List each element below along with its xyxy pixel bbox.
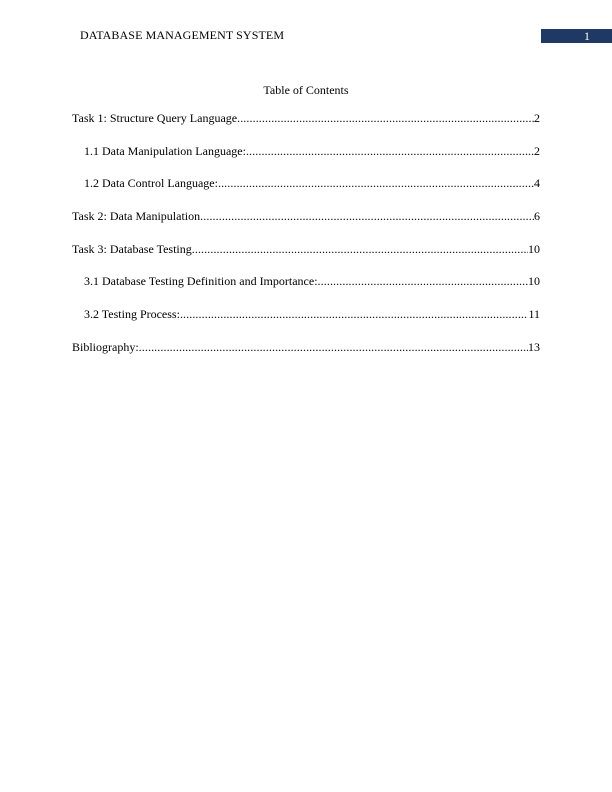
toc-entry-1-1[interactable]	[72, 143, 540, 176]
toc-entry-task-2[interactable]	[72, 208, 540, 241]
toc-entry-page: 13	[528, 339, 540, 354]
toc-entry-label: 3.2 Testing Process:	[84, 307, 180, 322]
toc-entry-label: 1.2 Data Control Language:	[84, 176, 218, 191]
toc-entry-3-2[interactable]	[72, 306, 540, 339]
toc-entry-label: Task 1: Structure Query Language	[72, 111, 238, 125]
toc-entry-label: 3.1 Database Testing Definition and Importance:	[84, 274, 318, 289]
toc-dot-leader	[192, 241, 528, 257]
toc-entry-task-1[interactable]	[72, 110, 540, 143]
page-number-box	[541, 29, 612, 43]
toc-entry-label: Task 2: Data Manipulation	[72, 209, 201, 224]
toc-entry-label: Task 3: Database Testing	[72, 241, 192, 256]
toc-dot-leader	[218, 175, 534, 191]
table-of-contents	[72, 110, 540, 372]
toc-dot-leader	[237, 110, 534, 126]
toc-entry-3-1[interactable]	[72, 273, 540, 306]
running-head: DATABASE MANAGEMENT SYSTEM	[80, 28, 285, 42]
page-number: 1	[584, 29, 590, 43]
toc-dot-leader	[180, 306, 529, 322]
toc-title: Table of Contents	[263, 83, 349, 97]
toc-entry-label: 1.1 Data Manipulation Language:	[84, 143, 246, 158]
toc-entry-page: 10	[528, 274, 540, 289]
toc-entry-task-3[interactable]	[72, 241, 540, 274]
toc-entry-bibliography[interactable]	[72, 339, 540, 372]
toc-dot-leader	[246, 143, 534, 159]
toc-entry-1-2[interactable]	[72, 175, 540, 208]
toc-entry-page: 10	[528, 241, 540, 256]
toc-entry-page: 11	[528, 307, 540, 322]
toc-entry-page: 2	[534, 143, 540, 158]
toc-dot-leader	[318, 273, 528, 289]
toc-entry-label: Bibliography:	[72, 339, 139, 354]
toc-entry-page: 2	[534, 111, 540, 125]
toc-entry-page: 6	[534, 209, 540, 224]
toc-entry-page: 4	[534, 176, 540, 191]
toc-dot-leader	[139, 339, 528, 355]
toc-dot-leader	[200, 208, 534, 224]
